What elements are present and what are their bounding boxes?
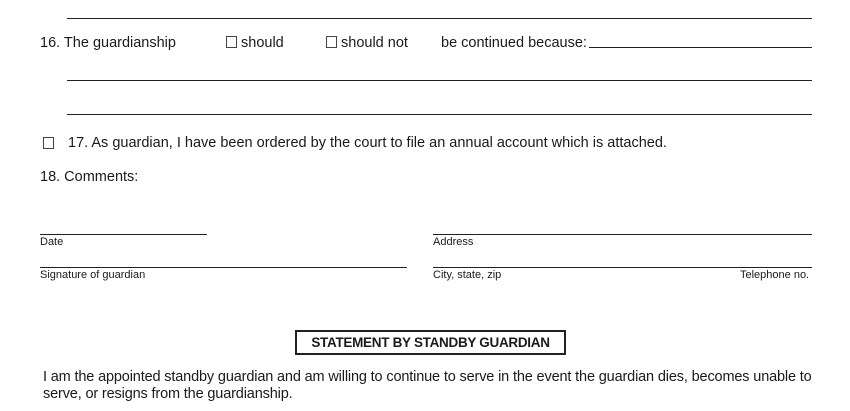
should-checkbox[interactable] [226, 36, 237, 48]
continued-because-label: be continued because: [441, 35, 587, 51]
reason-line-1[interactable] [589, 47, 812, 48]
should-not-checkbox[interactable] [326, 36, 337, 48]
telephone-label: Telephone no. [740, 269, 810, 281]
annual-account-checkbox[interactable] [43, 137, 54, 149]
should-not-option-label: should not [341, 35, 408, 51]
item18-label: 18. Comments: [40, 169, 139, 185]
statement-title-box [295, 330, 566, 355]
city-state-zip-label: City, state, zip [433, 269, 502, 281]
address-label: Address [433, 236, 474, 248]
top-blank-line[interactable] [67, 18, 812, 19]
signature-line[interactable] [40, 267, 407, 268]
item16-label: 16. The guardianship [40, 35, 176, 51]
reason-line-3[interactable] [67, 114, 812, 115]
reason-line-2[interactable] [67, 80, 812, 81]
city-state-zip-line[interactable] [433, 267, 812, 268]
item17-label: 17. As guardian, I have been ordered by the court to file an annual account which is attached. [68, 135, 667, 151]
should-option-label: should [241, 35, 284, 51]
statement-body: I am the appointed standby guardian and am willing to continue to serve in the event the guardian dies, becomes unable to serve, or resigns from the guardianship. [43, 369, 812, 402]
date-line[interactable] [40, 234, 207, 235]
date-label: Date [40, 236, 64, 248]
address-line[interactable] [433, 234, 812, 235]
signature-label: Signature of guardian [40, 269, 146, 281]
statement-title: STATEMENT BY STANDBY GUARDIAN [311, 335, 550, 350]
